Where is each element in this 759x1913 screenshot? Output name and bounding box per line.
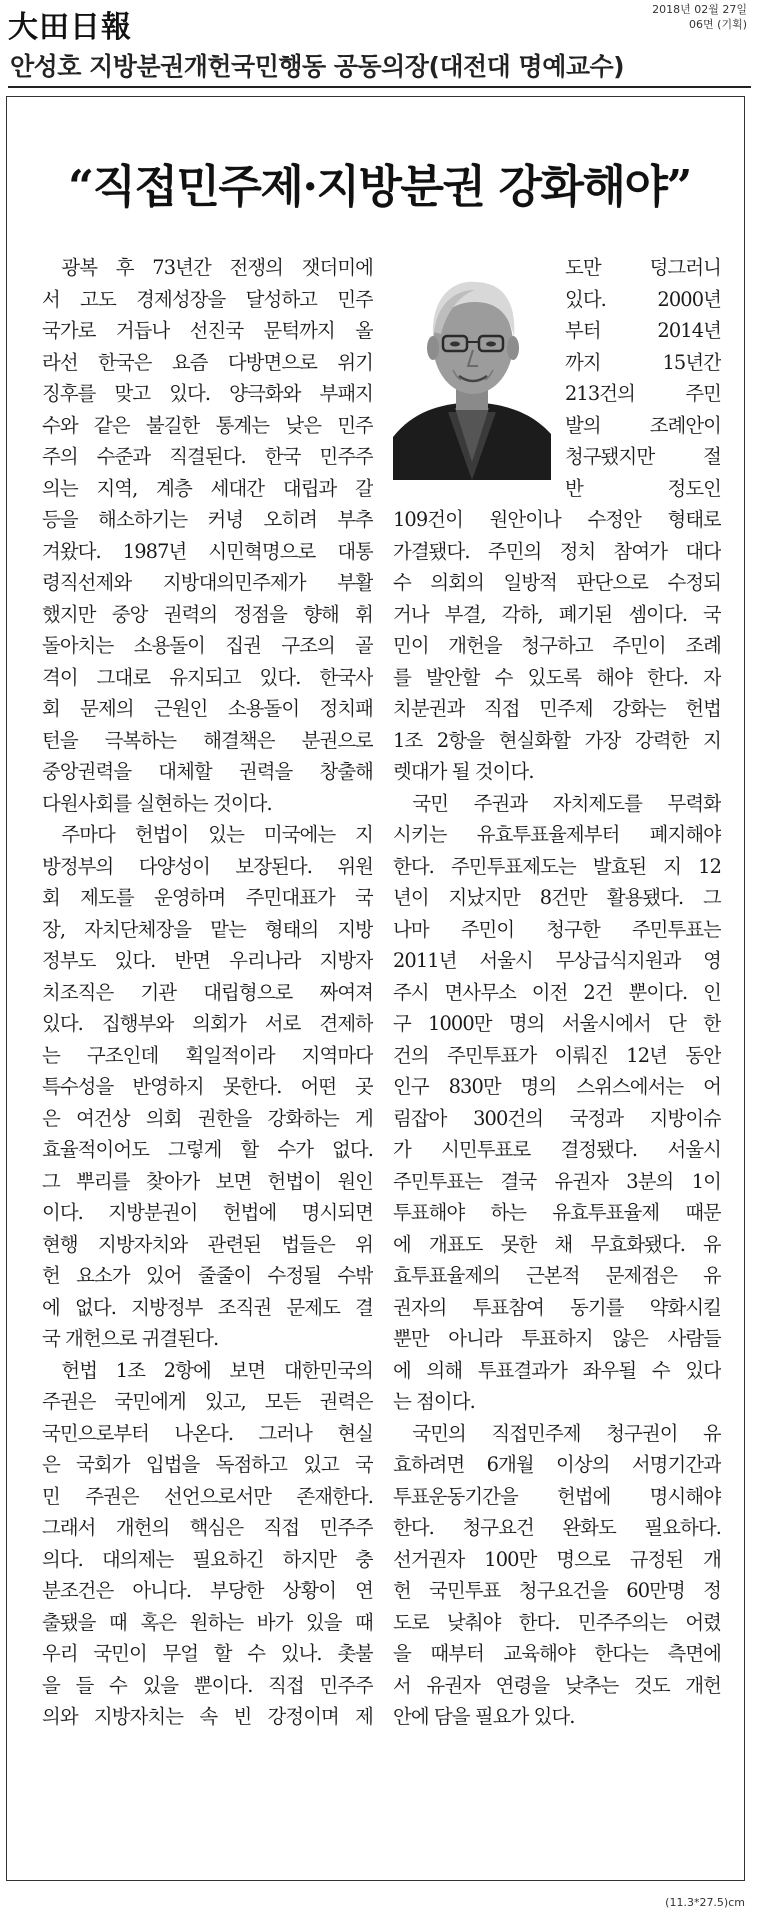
text-line: 우리 국민이 무얼 할 수 있나. 촛불 — [42, 1642, 373, 1665]
text-line: 민 주권은 선언으로서만 존재한다. — [42, 1484, 373, 1508]
text-line: 주민투표는 결국 유권자 3분의 1이 — [393, 1169, 721, 1193]
byline-header: 안성호 지방분권개헌국민행동 공동의장(대전대 명예교수) — [10, 52, 625, 81]
text-line: 한다. 주민투표제도는 발효된 지 12 — [393, 854, 721, 878]
issue-date: 2018년 02월 27일 — [652, 3, 747, 16]
text-line: 를 발안할 수 있도록 해야 한다. 자 — [393, 665, 721, 689]
text-line: 부터 2014년 — [565, 319, 721, 342]
text-line: 치분권과 직접 민주제 강화는 헌법 — [393, 697, 721, 720]
text-line: 국민으로부터 나온다. 그러나 현실 — [42, 1421, 373, 1445]
text-line: 했지만 중앙 권력의 정점을 향해 휘 — [42, 602, 373, 626]
article-column-left — [42, 252, 373, 1733]
text-line: 서 고도 경제성장을 달성하고 민주 — [42, 287, 373, 311]
text-line: 년이 지났지만 8건만 활용됐다. 그 — [393, 886, 721, 909]
text-line: 수 의회의 일방적 판단으로 수정되 — [393, 571, 721, 594]
text-line: 을 때부터 교육해야 한다는 측면에 — [393, 1642, 721, 1665]
text-line: 한다. 청구요건 완화도 필요하다. — [393, 1516, 721, 1539]
text-line: 광복 후 73년간 전쟁의 잿더미에 — [61, 256, 373, 279]
text-line: 효율적이어도 그렇게 할 수가 없다. — [42, 1138, 373, 1161]
text-line: 는 점이다. — [393, 1390, 475, 1413]
text-line: 정부도 있다. 반면 우리나라 지방자 — [42, 949, 373, 972]
text-line: 에 없다. 지방정부 조직권 문제도 결 — [42, 1295, 373, 1319]
article-column-right — [393, 252, 721, 1733]
article-size: (11.3*27.5)cm — [665, 1896, 745, 1909]
page-section: 06면 (기획) — [689, 18, 747, 31]
text-line: 현행 지방자치와 관련된 법들은 위 — [42, 1232, 373, 1256]
text-line: 국민 주권과 자치제도를 무력화 — [412, 791, 721, 815]
text-line: 다원사회를 실현하는 것이다. — [42, 791, 272, 815]
text-line: 1조 2항을 현실화할 가장 강력한 지 — [393, 728, 721, 752]
text-line: 의다. 대의제는 필요하긴 하지만 충 — [42, 1547, 373, 1571]
text-line: 효투표율제의 근본적 문제점은 유 — [393, 1264, 721, 1287]
text-line: 징후를 맞고 있다. 양극화와 부패지 — [42, 382, 373, 405]
dateline — [652, 2, 747, 32]
header-rule — [8, 86, 751, 88]
text-line: 회 문제의 근원인 소용돌이 정치패 — [42, 697, 373, 720]
text-line: 거나 부결, 각하, 폐기된 셈이다. 국 — [393, 602, 721, 626]
text-line: 그 뿌리를 찾아가 보면 헌법이 원인 — [42, 1169, 373, 1193]
text-line: 뿐만 아니라 투표하지 않은 사람들 — [393, 1327, 721, 1350]
text-line: 령직선제와 지방대의민주제가 부활 — [42, 571, 373, 594]
text-line: 헌법 1조 2항에 보면 대한민국의 — [61, 1358, 373, 1382]
text-line: 헌 요소가 있어 줄줄이 수정될 수밖 — [42, 1264, 373, 1287]
text-line: 가결됐다. 주민의 정치 참여가 대다 — [393, 539, 721, 563]
text-line: 회 제도를 운영하며 주민대표가 국 — [42, 886, 373, 909]
text-line: 이다. 지방분권이 헌법에 명시되면 — [42, 1201, 373, 1224]
text-line: 은 여건상 의회 권한을 강화하는 게 — [42, 1106, 373, 1130]
text-line: 헌 국민투표 청구요건을 60만명 정 — [393, 1579, 721, 1602]
text-line: 안에 담을 필요가 있다. — [393, 1705, 575, 1728]
text-line: 겨왔다. 1987년 시민혁명으로 대통 — [42, 539, 373, 563]
text-line: 선거권자 100만 명으로 규정된 개 — [393, 1547, 721, 1571]
text-line: 109건이 원안이나 수정안 형태로 — [393, 508, 721, 531]
text-line: 효하려면 6개월 이상의 서명기간과 — [393, 1453, 721, 1476]
text-line: 있다. 집행부와 의회가 서로 견제하 — [42, 1012, 373, 1035]
text-line: 청구됐지만 절 — [565, 445, 721, 468]
text-line: 출됐을 때 혹은 원하는 바가 있을 때 — [42, 1610, 373, 1634]
text-line: 중앙권력을 대체할 권력을 창출해 — [42, 760, 373, 783]
text-line: 렛대가 될 것이다. — [393, 760, 534, 783]
text-line: 그래서 개헌의 핵심은 직접 민주주 — [42, 1516, 373, 1539]
text-line: 의는 지역, 계층 세대간 대립과 갈 — [42, 476, 373, 500]
text-line: 특수성을 반영하지 못한다. 어떤 곳 — [42, 1075, 373, 1098]
text-line: 까지 15년간 — [565, 350, 721, 374]
text-line: 나마 주민이 청구한 주민투표는 — [393, 917, 721, 941]
text-line: 국가로 거듭나 선진국 문턱까지 올 — [42, 319, 373, 342]
text-line: 도만 덩그러니 — [565, 256, 721, 279]
text-line: 에 개표도 못한 채 무효화됐다. 유 — [393, 1232, 721, 1256]
text-line: 턴을 극복하는 해결책은 분권으로 — [42, 728, 373, 752]
newspaper-masthead: 大田日報 — [8, 10, 132, 45]
text-line: 구 1000만 명의 서울시에서 단 한 — [393, 1012, 721, 1035]
text-line: 등을 해소하기는 커녕 오히려 부추 — [42, 508, 373, 531]
text-line: 주마다 헌법이 있는 미국에는 지 — [61, 823, 373, 846]
text-line: 발의 조례안이 — [565, 413, 721, 437]
text-line: 2011년 서울시 무상급식지원과 영 — [393, 949, 721, 972]
text-line: 장, 자치단체장을 맡는 형태의 지방 — [42, 917, 373, 941]
text-line: 투표운동기간을 헌법에 명시해야 — [393, 1484, 721, 1508]
text-line: 주권은 국민에게 있고, 모든 권력은 — [42, 1390, 373, 1413]
text-line: 치조직은 기관 대립형으로 짜여져 — [42, 980, 373, 1004]
text-line: 림잡아 300건의 국정과 지방이슈 — [393, 1106, 721, 1130]
text-line: 민이 개헌을 청구하고 주민이 조례 — [393, 634, 721, 657]
text-line: 격이 그대로 유지되고 있다. 한국사 — [42, 665, 373, 689]
text-line: 분조건은 아니다. 부당한 상황이 연 — [42, 1579, 373, 1602]
text-line: 의와 지방자치는 속 빈 강정이며 제 — [42, 1705, 373, 1728]
text-line: 주시 면사무소 이전 2건 뿐이다. 인 — [393, 980, 721, 1004]
text-line: 수와 같은 불길한 통계는 낮은 민주 — [42, 413, 373, 437]
text-line: 도로 낮춰야 한다. 민주주의는 어렸 — [393, 1610, 721, 1634]
text-line: 돌아치는 소용돌이 집권 구조의 골 — [42, 634, 373, 657]
text-line: 는 구조인데 획일적이라 지역마다 — [42, 1043, 373, 1067]
article-title: “직접민주제·지방분권 강화해야” — [68, 160, 691, 213]
text-line: 가 시민투표로 결정됐다. 서울시 — [393, 1138, 721, 1161]
text-line: 권자의 투표참여 동기를 약화시킬 — [393, 1295, 721, 1319]
text-line: 방정부의 다양성이 보장된다. 위원 — [42, 854, 373, 878]
text-line: 건의 주민투표가 이뤄진 12년 동안 — [393, 1043, 721, 1067]
text-line: 은 국회가 입법을 독점하고 있고 국 — [42, 1453, 373, 1476]
text-line: 인구 830만 명의 스위스에서는 어 — [393, 1075, 721, 1098]
text-line: 라선 한국은 요즘 다방면으로 위기 — [42, 350, 373, 374]
text-line: 을 들 수 있을 뿐이다. 직접 민주주 — [42, 1673, 373, 1697]
text-line: 투표해야 하는 유효투표율제 때문 — [393, 1201, 721, 1224]
text-line: 국 개헌으로 귀결된다. — [42, 1327, 219, 1350]
text-line: 주의 수준과 직결된다. 한국 민주주 — [42, 445, 373, 468]
text-line: 국민의 직접민주제 청구권이 유 — [412, 1421, 721, 1445]
text-line: 서 유권자 연령을 낮추는 것도 개헌 — [393, 1673, 721, 1697]
text-line: 시키는 유효투표율제부터 폐지해야 — [393, 823, 721, 846]
text-line: 213건의 주민 — [565, 382, 721, 405]
text-line: 에 의해 투표결과가 좌우될 수 있다 — [393, 1358, 721, 1382]
text-line: 반 정도인 — [565, 476, 721, 500]
text-line: 있다. 2000년 — [565, 287, 721, 311]
